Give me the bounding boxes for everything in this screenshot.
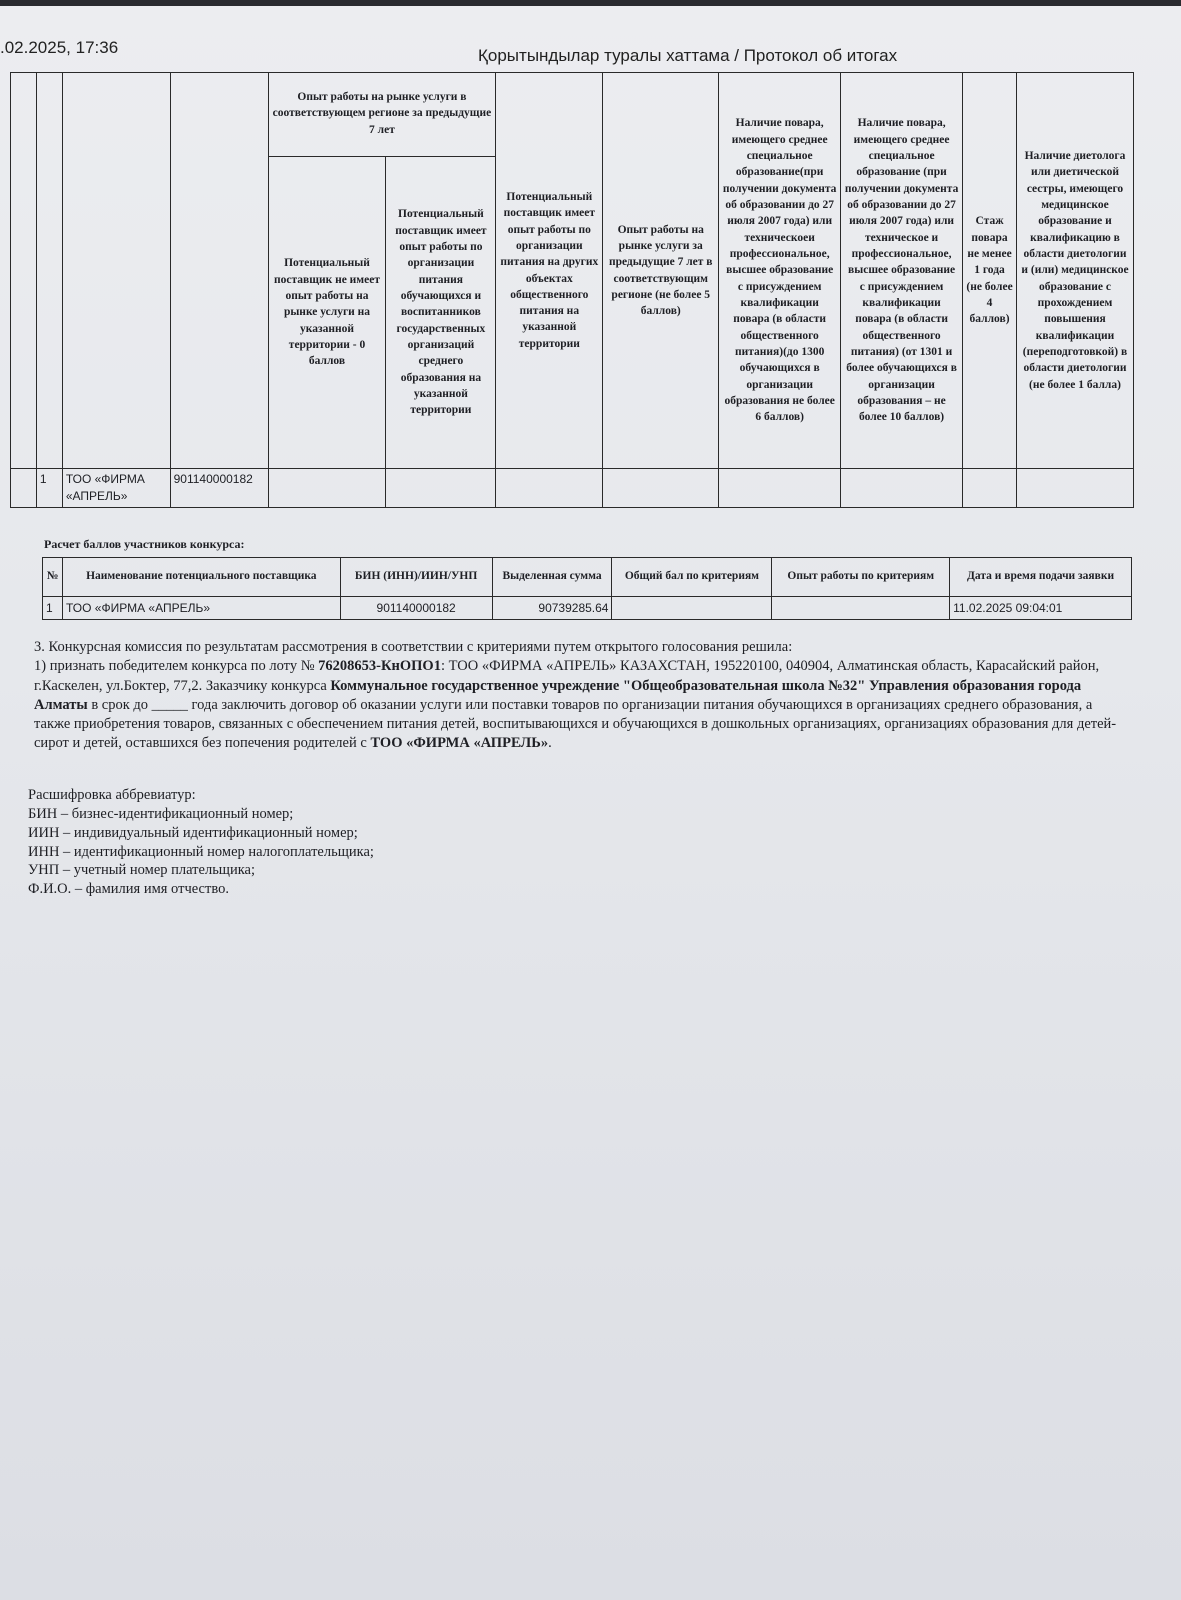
blank-header: [11, 73, 37, 469]
decision-intro: 3. Конкурсная комиссия по результатам рассмотрения в соответствии с критериями путем открытого голосования решила:: [34, 639, 793, 655]
cell: [496, 469, 603, 508]
abbreviation-item: БИН – бизнес-идентификационный номер;: [28, 805, 294, 822]
criteria-table: [10, 72, 1134, 508]
cell: [268, 469, 386, 508]
header-experience-other: Потенциальный поставщик имеет опыт работы по организации питания на других объектах общественного питания на указанной территории: [496, 73, 603, 469]
abbreviations: [28, 786, 374, 899]
header-experience-schools: Потенциальный поставщик имеет опыт работы по организации питания обучающихся и воспитанников государственных организаций среднего образования на указанной территории: [386, 157, 496, 469]
decision-end: .: [548, 735, 552, 752]
col-header-total: Общий бал по критериям: [612, 558, 772, 597]
header-experience-7years: Опыт работы на рынке услуги за предыдущие 7 лет в соответствующим регионе (не более 5 баллов): [603, 73, 719, 469]
winner-name: ТОО «ФИРМА «АПРЕЛЬ»: [370, 735, 549, 752]
cell: [719, 469, 841, 508]
col-header-sum: Выделенная сумма: [492, 558, 612, 597]
header-cook-1300: Наличие повара, имеющего среднее специальное образование(при получении документа об образовании до 27 июля 2007 года) или техническоеи профессиональное, высшее образование с присуждением квалификации повара (в области общественного питания)(до 1300 обучающихся в организации образования не более 6 баллов): [719, 73, 841, 469]
table-row: [43, 597, 1132, 620]
decision-text: в срок до _____ года заключить договор об оказании услуги или поставки товаров по организации питания обучающихся в организациях среднего образования, а также приобретения товаров, связанных с обеспечением питания детей, воспитывающихся и обучающихся в дошкольных организациях, организациях образования для детей-сирот и детей, оставшихся без попечения родителей с: [34, 696, 1117, 752]
supplier-name: ТОО «ФИРМА «АПРЕЛЬ»: [62, 597, 340, 620]
cell: [11, 469, 37, 508]
cell: [603, 469, 719, 508]
header-experience-region: Опыт работы на рынке услуги в соответствующем регионе за предыдущие 7 лет: [268, 73, 496, 157]
header-dietitian: Наличие диетолога или диетической сестры, имеющего медицинское образование и квалификацию в области диетологии и (или) медицинское образование с прохождением повышения квалификации (переподготовкой) в области диетологии (не более 1 балла): [1017, 73, 1134, 469]
col-header-date: Дата и время подачи заявки: [950, 558, 1132, 597]
row-number: 1: [36, 469, 62, 508]
screen-top-bar: [0, 0, 1181, 6]
col-header-name: Наименование потенциального поставщика: [62, 558, 340, 597]
supplier-bin: 901140000182: [340, 597, 492, 620]
header-no-experience: Потенциальный поставщик не имеет опыт работы на рынке услуги на указанной территории - 0 баллов: [268, 157, 386, 469]
col-header-bin: БИН (ИНН)/ИИН/УНП: [340, 558, 492, 597]
header-cook-stage: Стаж повара не менее 1 года (не более 4 баллов): [963, 73, 1017, 469]
header-cook-1301: Наличие повара, имеющего среднее специальное образование (при получении документа об образовании до 27 июля 2007 года) или техническое и профессиональное, высшее образование с присуждением квалификации повара (в области общественного питания) (от 1301 и более обучающихся в организации образования – не более 10 баллов): [841, 73, 963, 469]
supplier-name: ТОО «ФИРМА «АПРЕЛЬ»: [62, 469, 170, 508]
col-header-experience: Опыт работы по критериям: [772, 558, 950, 597]
supplier-bin: 901140000182: [170, 469, 268, 508]
blank-header: [62, 73, 170, 469]
abbreviation-item: ИИН – индивидуальный идентификационный номер;: [28, 824, 358, 841]
col-header-num: №: [43, 558, 63, 597]
cell: [841, 469, 963, 508]
table-row: [11, 469, 1134, 508]
row-number: 1: [43, 597, 63, 620]
blank-header: [170, 73, 268, 469]
total-score: [612, 597, 772, 620]
blank-header: [36, 73, 62, 469]
abbreviation-item: ИНН – идентификационный номер налогоплательщика;: [28, 843, 374, 860]
allocated-sum: 90739285.64: [492, 597, 612, 620]
abbreviations-title: Расшифровка аббревиатур:: [28, 787, 196, 803]
abbreviation-item: УНП – учетный номер плательщика;: [28, 862, 256, 879]
abbreviation-item: Ф.И.О. – фамилия имя отчество.: [28, 881, 229, 898]
page-title: Қорытындылар туралы хаттама / Протокол об итогах: [478, 46, 898, 65]
customer-name: Коммунальное государственное учреждение "Общеобразовательная школа №32" Управления образования города Алматы: [34, 677, 1082, 713]
print-datetime: .02.2025, 17:36: [0, 38, 119, 57]
calc-caption: Расчет баллов участников конкурса:: [44, 537, 245, 551]
submission-date: 11.02.2025 09:04:01: [950, 597, 1132, 620]
score-table: [42, 557, 1132, 620]
cell: [1017, 469, 1134, 508]
decision-text: : ТОО «ФИРМА «АПРЕЛЬ» КАЗАХСТАН, 195220100, 040904, Алматинская область, Карасайский район, г.Каскелен, ул.Боктер, 77,2. Заказчику конкурса: [34, 658, 1100, 694]
cell: [386, 469, 496, 508]
decision-section: [34, 638, 1124, 754]
experience-score: [772, 597, 950, 620]
decision-text: 1) признать победителем конкурса по лоту №: [34, 658, 319, 675]
decision-paragraph: [34, 657, 1124, 753]
cell: [963, 469, 1017, 508]
lot-number: 76208653-КнОПО1: [318, 658, 441, 675]
